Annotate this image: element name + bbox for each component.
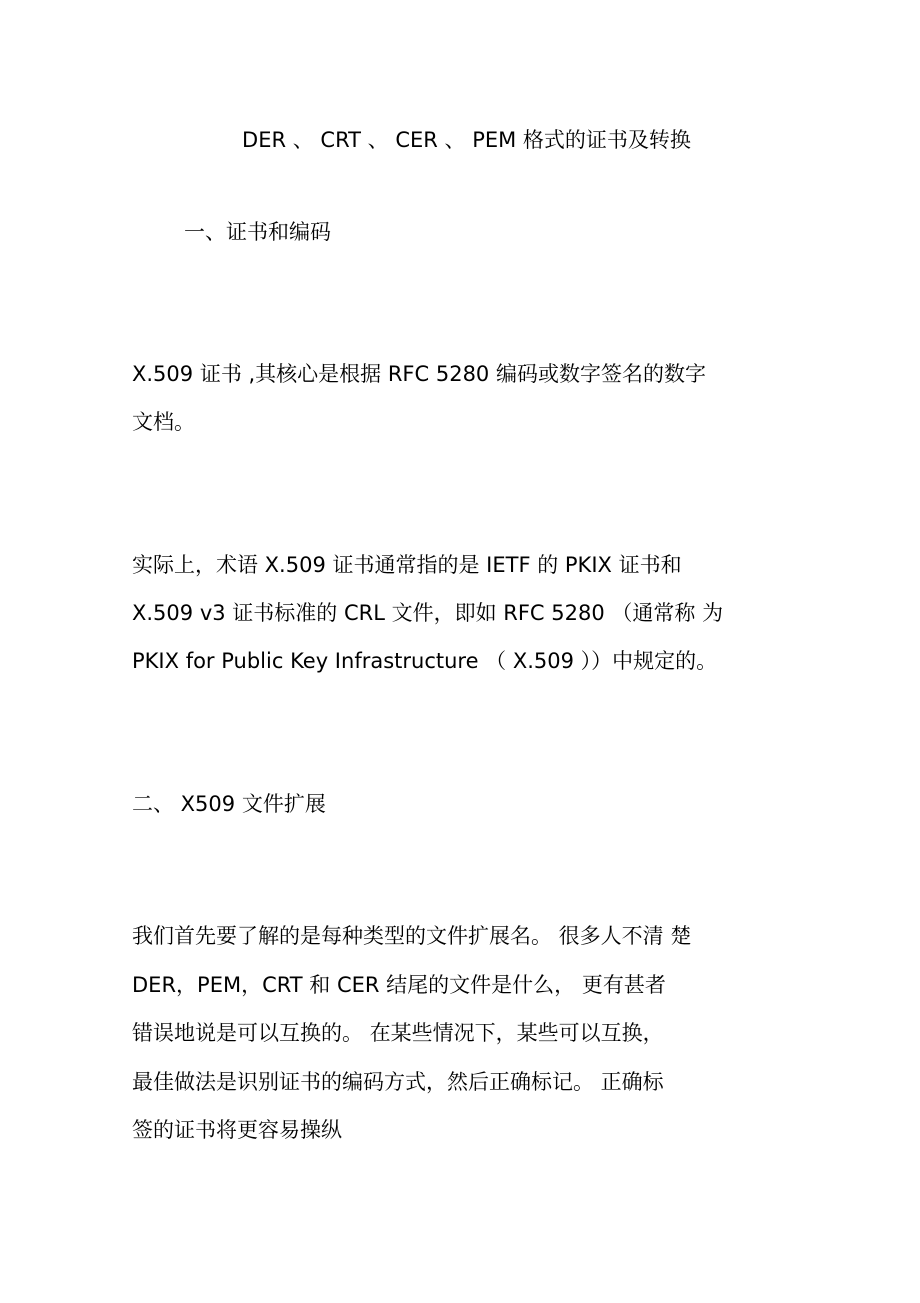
paragraph-line: 实际上，术语 X.509 证书通常指的是 IETF 的 PKIX 证书和 xyxy=(132,553,682,577)
paragraph-line: 签的证书将更容易操纵 xyxy=(132,1118,342,1142)
paragraph-x509-definition xyxy=(132,358,822,454)
paragraph-line: 文档。 xyxy=(132,410,195,434)
paragraph-line: X.509 证书 ,其核心是根据 RFC 5280 编码或数字签名的数字 xyxy=(132,362,706,386)
document-title: DER 、 CRT 、 CER 、 PEM 格式的证书及转换 xyxy=(242,128,691,152)
paragraph-line: PKIX for Public Key Infrastructure （ X.509 ））中规定的。 xyxy=(132,649,718,673)
paragraph-line: X.509 v3 证书标准的 CRL 文件，即如 RFC 5280 （通常称 为 xyxy=(132,601,724,625)
section-heading-x509-file-extensions: 二、 X509 文件扩展 xyxy=(132,792,326,816)
paragraph-pkix-terminology xyxy=(132,549,822,693)
paragraph-line: 最佳做法是识别证书的编码方式，然后正确标记。 正确标 xyxy=(132,1069,664,1094)
paragraph-line: 我们首先要了解的是每种类型的文件扩展名。 很多人不清 楚 xyxy=(132,924,692,948)
paragraph-file-extensions xyxy=(132,920,822,1163)
paragraph-line: DER，PEM，CRT 和 CER 结尾的文件是什么， 更有甚者 xyxy=(132,972,666,997)
section-heading-certificates-and-encoding: 一、证书和编码 xyxy=(184,220,331,244)
paragraph-line: 错误地说是可以互换的。 在某些情况下，某些可以互换， xyxy=(132,1021,664,1045)
